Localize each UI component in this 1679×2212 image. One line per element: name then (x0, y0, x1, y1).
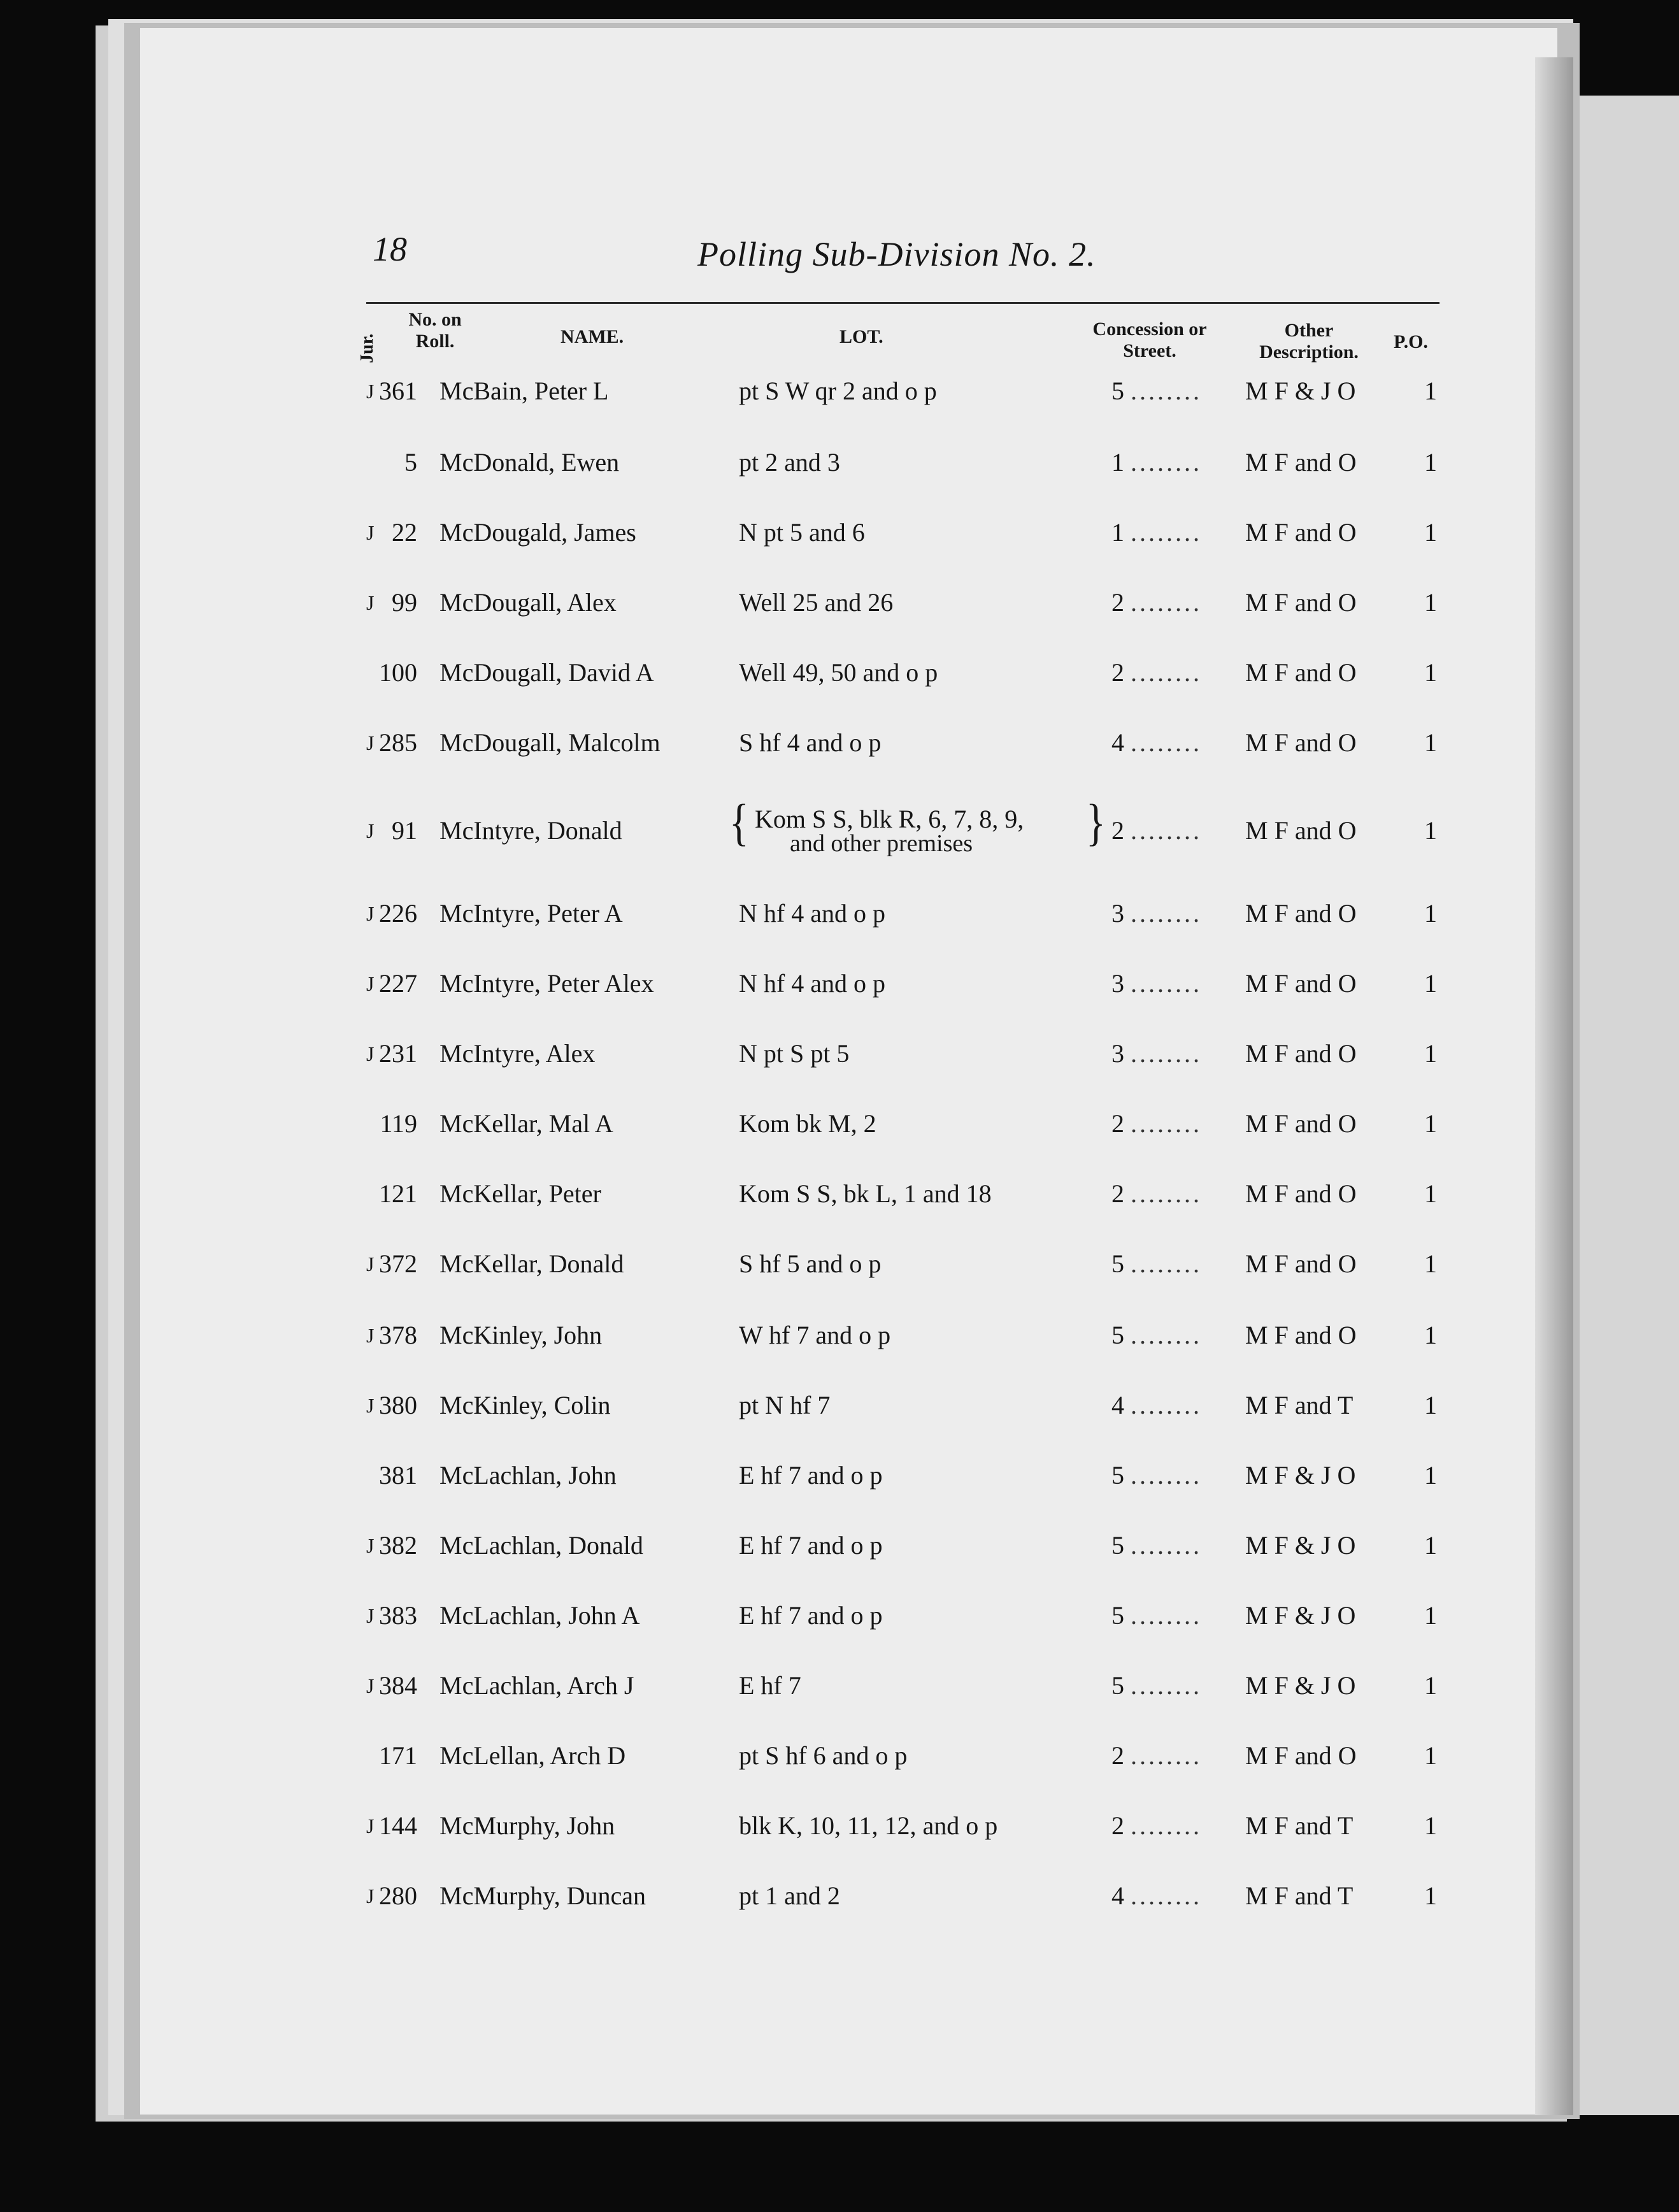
voter-name: McMurphy, John (439, 1811, 615, 1840)
roll-number: 119 (380, 1109, 417, 1138)
concession: 2 (1111, 1741, 1124, 1770)
voter-name: McDonald, Ewen (439, 448, 620, 477)
post-office: 1 (1424, 658, 1437, 687)
concession: 3 (1111, 969, 1124, 998)
other-description: M F and O (1245, 658, 1357, 687)
table-row (0, 1600, 1679, 1639)
other-description: M F & J O (1245, 1671, 1356, 1700)
concession: 5 (1111, 1531, 1124, 1560)
post-office: 1 (1424, 816, 1437, 845)
jur-mark: J (366, 1394, 375, 1417)
voter-name: McIntyre, Alex (439, 1039, 596, 1068)
table-row (0, 1670, 1679, 1709)
jur-mark: J (366, 902, 375, 925)
leader-dots: ........ (1131, 658, 1202, 687)
post-office: 1 (1424, 728, 1437, 757)
roll-number: 372 (379, 1249, 417, 1278)
leader-dots: ........ (1131, 1391, 1202, 1419)
lot-description: pt N hf 7 (739, 1391, 831, 1419)
leader-dots: ........ (1131, 1881, 1202, 1910)
lot-description: Well 25 and 26 (739, 588, 894, 617)
header-other-description: Other Description. (1259, 320, 1359, 363)
lot-description: pt S hf 6 and o p (739, 1741, 908, 1770)
other-description: M F & J O (1245, 1531, 1356, 1560)
other-description: M F & J O (1245, 377, 1356, 405)
page-number: 18 (373, 230, 407, 268)
table-row (0, 517, 1679, 556)
lot-description-line-2: and other premises (790, 830, 973, 857)
voter-name: McDougall, Alex (439, 588, 617, 617)
leader-dots: ........ (1131, 1531, 1202, 1560)
leader-dots: ........ (1131, 899, 1202, 928)
other-description: M F & J O (1245, 1461, 1356, 1490)
roll-number: 381 (379, 1461, 417, 1490)
lot-description: N pt S pt 5 (739, 1039, 850, 1068)
lot-description: pt 1 and 2 (739, 1881, 840, 1910)
concession: 5 (1111, 1461, 1124, 1490)
lot-description: Well 49, 50 and o p (739, 658, 938, 687)
roll-number: 285 (379, 728, 417, 757)
jur-mark: J (366, 972, 375, 995)
concession: 5 (1111, 1321, 1124, 1349)
post-office: 1 (1424, 448, 1437, 477)
lot-description: S hf 5 and o p (739, 1249, 882, 1278)
leader-dots: ........ (1131, 1461, 1202, 1490)
table-row (0, 447, 1679, 485)
post-office: 1 (1424, 1391, 1437, 1419)
jur-mark: J (366, 1885, 375, 1907)
lot-description: Kom S S, blk R, 6, 7, 8, 9, (755, 805, 1024, 833)
other-description: M F and O (1245, 816, 1357, 845)
lot-description: N hf 4 and o p (739, 899, 885, 928)
table-row (0, 1741, 1679, 1779)
leader-dots: ........ (1131, 1321, 1202, 1349)
voter-name: McLachlan, Arch J (439, 1671, 634, 1700)
table-row (0, 968, 1679, 1007)
table-row (0, 587, 1679, 626)
post-office: 1 (1424, 1811, 1437, 1840)
voter-name: McDougall, David A (439, 658, 654, 687)
leader-dots: ........ (1131, 1671, 1202, 1700)
voter-name: McIntyre, Donald (439, 816, 622, 845)
post-office: 1 (1424, 1601, 1437, 1630)
lot-description: blk K, 10, 11, 12, and o p (739, 1811, 998, 1840)
leader-dots: ........ (1131, 377, 1202, 405)
roll-number: 380 (379, 1391, 417, 1419)
concession: 2 (1111, 1811, 1124, 1840)
concession: 4 (1111, 1881, 1124, 1910)
table-row (0, 898, 1679, 937)
roll-number: 227 (379, 969, 417, 998)
lot-description: E hf 7 and o p (739, 1461, 883, 1490)
voter-name: McIntyre, Peter Alex (439, 969, 654, 998)
voter-name: McLachlan, John (439, 1461, 617, 1490)
post-office: 1 (1424, 969, 1437, 998)
leader-dots: ........ (1131, 518, 1202, 547)
header-po: P.O. (1394, 331, 1428, 352)
post-office: 1 (1424, 1741, 1437, 1770)
lot-description: E hf 7 and o p (739, 1601, 883, 1630)
roll-number: 384 (379, 1671, 417, 1700)
other-description: M F and O (1245, 1179, 1357, 1208)
post-office: 1 (1424, 1109, 1437, 1138)
concession: 2 (1111, 1179, 1124, 1208)
leader-dots: ........ (1131, 816, 1202, 845)
other-description: M F and O (1245, 899, 1357, 928)
leader-dots: ........ (1131, 1109, 1202, 1138)
voter-name: McKellar, Mal A (439, 1109, 613, 1138)
concession: 2 (1111, 1109, 1124, 1138)
table-row (0, 1109, 1679, 1147)
table-row (0, 1530, 1679, 1569)
leader-dots: ........ (1131, 1179, 1202, 1208)
post-office: 1 (1424, 377, 1437, 405)
other-description: M F & J O (1245, 1601, 1356, 1630)
other-description: M F and O (1245, 728, 1357, 757)
table-row (0, 1038, 1679, 1077)
table-row (0, 728, 1679, 766)
roll-number: 382 (379, 1531, 417, 1560)
jur-mark: J (366, 1253, 375, 1275)
concession: 2 (1111, 658, 1124, 687)
jur-mark: J (366, 1674, 375, 1697)
table-row (0, 1179, 1679, 1217)
header-name: NAME. (561, 326, 624, 347)
other-description: M F and O (1245, 518, 1357, 547)
jur-mark: J (366, 1604, 375, 1627)
left-brace: { (729, 794, 749, 851)
roll-number: 361 (379, 377, 417, 405)
other-description: M F and O (1245, 1741, 1357, 1770)
concession: 5 (1111, 377, 1124, 405)
leader-dots: ........ (1131, 728, 1202, 757)
roll-number: 5 (404, 448, 417, 477)
post-office: 1 (1424, 588, 1437, 617)
leader-dots: ........ (1131, 1601, 1202, 1630)
table-row (0, 1320, 1679, 1358)
leader-dots: ........ (1131, 1741, 1202, 1770)
voter-name: McLachlan, Donald (439, 1531, 643, 1560)
concession: 5 (1111, 1671, 1124, 1700)
voter-name: McMurphy, Duncan (439, 1881, 647, 1910)
lot-description: E hf 7 (739, 1671, 801, 1700)
roll-number: 171 (379, 1741, 417, 1770)
table-row (0, 1881, 1679, 1919)
leader-dots: ........ (1131, 1039, 1202, 1068)
other-description: M F and T (1245, 1391, 1354, 1419)
concession: 5 (1111, 1249, 1124, 1278)
post-office: 1 (1424, 899, 1437, 928)
table-row (0, 1249, 1679, 1287)
right-brace: } (1086, 794, 1106, 851)
leader-dots: ........ (1131, 969, 1202, 998)
jur-mark: J (366, 591, 375, 614)
lot-description: Kom bk M, 2 (739, 1109, 876, 1138)
roll-number: 280 (379, 1881, 417, 1910)
roll-number: 99 (392, 588, 417, 617)
voter-name: McKinley, John (439, 1321, 603, 1349)
lot-description: pt S W qr 2 and o p (739, 377, 937, 405)
table-row (0, 376, 1679, 414)
post-office: 1 (1424, 1881, 1437, 1910)
voter-name: McKellar, Donald (439, 1249, 624, 1278)
concession: 3 (1111, 1039, 1124, 1068)
jur-mark: J (366, 380, 375, 403)
jur-mark: J (366, 819, 375, 842)
lot-description: E hf 7 and o p (739, 1531, 883, 1560)
post-office: 1 (1424, 518, 1437, 547)
leader-dots: ........ (1131, 1249, 1202, 1278)
concession: 4 (1111, 1391, 1124, 1419)
lot-description: S hf 4 and o p (739, 728, 882, 757)
post-office: 1 (1424, 1461, 1437, 1490)
jur-mark: J (366, 1814, 375, 1837)
jur-mark: J (366, 1042, 375, 1065)
table-row (0, 1390, 1679, 1428)
voter-name: McLachlan, John A (439, 1601, 640, 1630)
concession: 2 (1111, 816, 1124, 845)
voter-name: McDougall, Malcolm (439, 728, 661, 757)
other-description: M F and O (1245, 448, 1357, 477)
other-description: M F and O (1245, 1321, 1357, 1349)
leader-dots: ........ (1131, 448, 1202, 477)
running-head: Polling Sub-Division No. 2. (697, 235, 1096, 273)
concession: 2 (1111, 588, 1124, 617)
lot-description: N pt 5 and 6 (739, 518, 865, 547)
table-row (0, 794, 1679, 857)
table-row (0, 1811, 1679, 1849)
post-office: 1 (1424, 1179, 1437, 1208)
header-lot: LOT. (840, 326, 883, 347)
roll-number: 231 (379, 1039, 417, 1068)
table-row (0, 657, 1679, 696)
header-rule (366, 302, 1440, 304)
leader-dots: ........ (1131, 588, 1202, 617)
table-row (0, 1460, 1679, 1498)
concession: 3 (1111, 899, 1124, 928)
roll-number: 226 (379, 899, 417, 928)
roll-number: 383 (379, 1601, 417, 1630)
page-gutter (1535, 57, 1573, 2115)
post-office: 1 (1424, 1531, 1437, 1560)
header-concession: Concession or Street. (1092, 319, 1207, 361)
roll-number: 144 (379, 1811, 417, 1840)
voter-name: McKinley, Colin (439, 1391, 611, 1419)
jur-mark: J (366, 521, 375, 544)
other-description: M F and T (1245, 1881, 1354, 1910)
roll-number: 378 (379, 1321, 417, 1349)
concession: 5 (1111, 1601, 1124, 1630)
post-office: 1 (1424, 1321, 1437, 1349)
other-description: M F and O (1245, 1039, 1357, 1068)
voter-name: McBain, Peter L (439, 377, 609, 405)
jur-mark: J (366, 731, 375, 754)
lot-description: Kom S S, bk L, 1 and 18 (739, 1179, 992, 1208)
lot-description: N hf 4 and o p (739, 969, 885, 998)
other-description: M F and O (1245, 588, 1357, 617)
concession: 1 (1111, 448, 1124, 477)
post-office: 1 (1424, 1039, 1437, 1068)
voter-name: McDougald, James (439, 518, 636, 547)
leader-dots: ........ (1131, 1811, 1202, 1840)
roll-number: 22 (392, 518, 417, 547)
header-no-on-roll: No. on Roll. (408, 309, 462, 352)
voter-name: McIntyre, Peter A (439, 899, 623, 928)
jur-mark: J (366, 1534, 375, 1557)
voter-name: McLellan, Arch D (439, 1741, 626, 1770)
lot-description: pt 2 and 3 (739, 448, 840, 477)
lot-description: W hf 7 and o p (739, 1321, 891, 1349)
roll-number: 100 (379, 658, 417, 687)
concession: 1 (1111, 518, 1124, 547)
header-jur: Jur. (357, 333, 377, 363)
concession: 4 (1111, 728, 1124, 757)
roll-number: 121 (379, 1179, 417, 1208)
post-office: 1 (1424, 1249, 1437, 1278)
jur-mark: J (366, 1324, 375, 1347)
post-office: 1 (1424, 1671, 1437, 1700)
other-description: M F and O (1245, 1249, 1357, 1278)
other-description: M F and O (1245, 1109, 1357, 1138)
other-description: M F and T (1245, 1811, 1354, 1840)
roll-number: 91 (392, 816, 417, 845)
other-description: M F and O (1245, 969, 1357, 998)
voter-name: McKellar, Peter (439, 1179, 601, 1208)
